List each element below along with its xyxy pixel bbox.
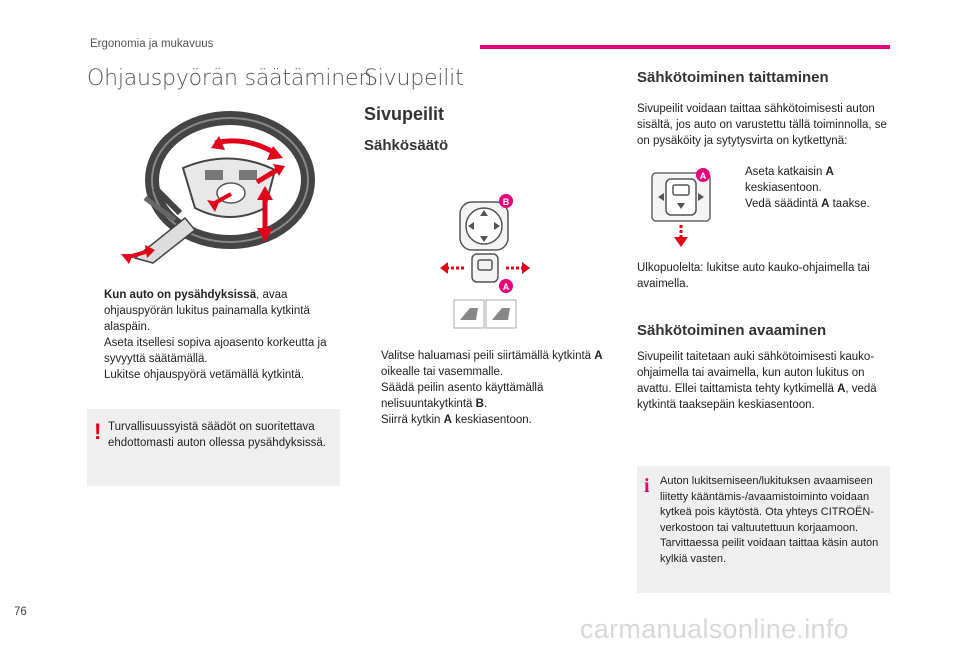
unfolding-paragraph: Sivupeilit taitetaan auki sähkötoimisesti kauko-ohjaimella tai avaimella, kun auton lukitus on avattu. Ellei taittamista tehty kytkimellä A, vedä kytkintä taaksepäin keskiasentoon. <box>637 351 877 411</box>
list-item: Valitse haluamasi peili siirtämällä kytkintä A oikealle tai vasemmalle. <box>381 350 603 378</box>
section-title: Ergonomia ja mukavuus <box>90 38 214 50</box>
list-item: Säädä peilin asento käyttämällä nelisuuntakytkintä B. <box>381 382 544 410</box>
steering-steps <box>87 287 345 383</box>
electric-folding-heading: Sähkötoiminen taittaminen <box>637 69 829 86</box>
mirror-adjust-steps <box>364 348 624 428</box>
list-item: Aseta itsellesi sopiva ajoasento korkeutta ja syvyyttä säätämällä. <box>104 337 327 365</box>
warning-icon: ! <box>94 419 102 444</box>
list-item: Vedä säädintä A taakse. <box>745 198 870 210</box>
list-item: Lukitse ohjauspyörä vetämällä kytkintä. <box>104 369 305 381</box>
label-a: A <box>502 282 510 292</box>
info-icon: i <box>644 475 650 497</box>
electric-unfolding-heading: Sähkötoiminen avaaminen <box>637 322 827 339</box>
fold-steps <box>728 164 893 212</box>
fold-control-diagram <box>648 165 718 250</box>
mirrors-title: Sivupeilit <box>364 66 464 91</box>
watermark-text: carmanualsonline.info <box>580 614 849 644</box>
section-accent-bar <box>480 45 890 49</box>
list-item: Siirrä kytkin A keskiasentoon. <box>381 414 532 426</box>
label-b: B <box>502 197 510 207</box>
warning-text: Turvallisuussyistä säädöt on suoritettava ehdottomasti auton ollessa pysähdyksissä. <box>108 421 326 449</box>
list-item: Aseta katkaisin A keskiasentoon. <box>745 166 834 194</box>
mirror-control-diagram <box>440 190 540 340</box>
mirrors-subtitle: Sivupeilit <box>364 104 445 124</box>
electric-adjust-heading: Sähkösäätö <box>364 137 449 154</box>
remote-lock-paragraph: Ulkopuolelta: lukitse auto kauko-ohjaimella tai avaimella. <box>637 262 870 290</box>
steering-wheel-title: Ohjauspyörän säätäminen <box>87 66 373 91</box>
list-item: Kun auto on pysähdyksissä, avaa ohjauspyörän lukitus painamalla kytkintä alaspäin. <box>104 289 310 333</box>
info-text: Auton lukitsemiseen/lukituksen avaamiseen liitetty kääntämis-/avaamistoiminto voidaan kytkeä pois käytöstä. Ota yhteys CITROËN-verkostoon tai valtuutettuun korjaamoon. Tarvittaessa peilit voidaan taittaa käsin auton kylkiä vasten. <box>660 475 879 565</box>
steering-wheel-illustration <box>115 108 325 268</box>
label-a: A <box>699 171 707 181</box>
page-number: 76 <box>14 606 27 618</box>
folding-paragraph: Sivupeilit voidaan taittaa sähkötoimisesti auton sisältä, jos auto on varustettu tällä toiminnolla, se on pysäköity ja sytytysvirta on kytkettynä: <box>637 103 887 147</box>
